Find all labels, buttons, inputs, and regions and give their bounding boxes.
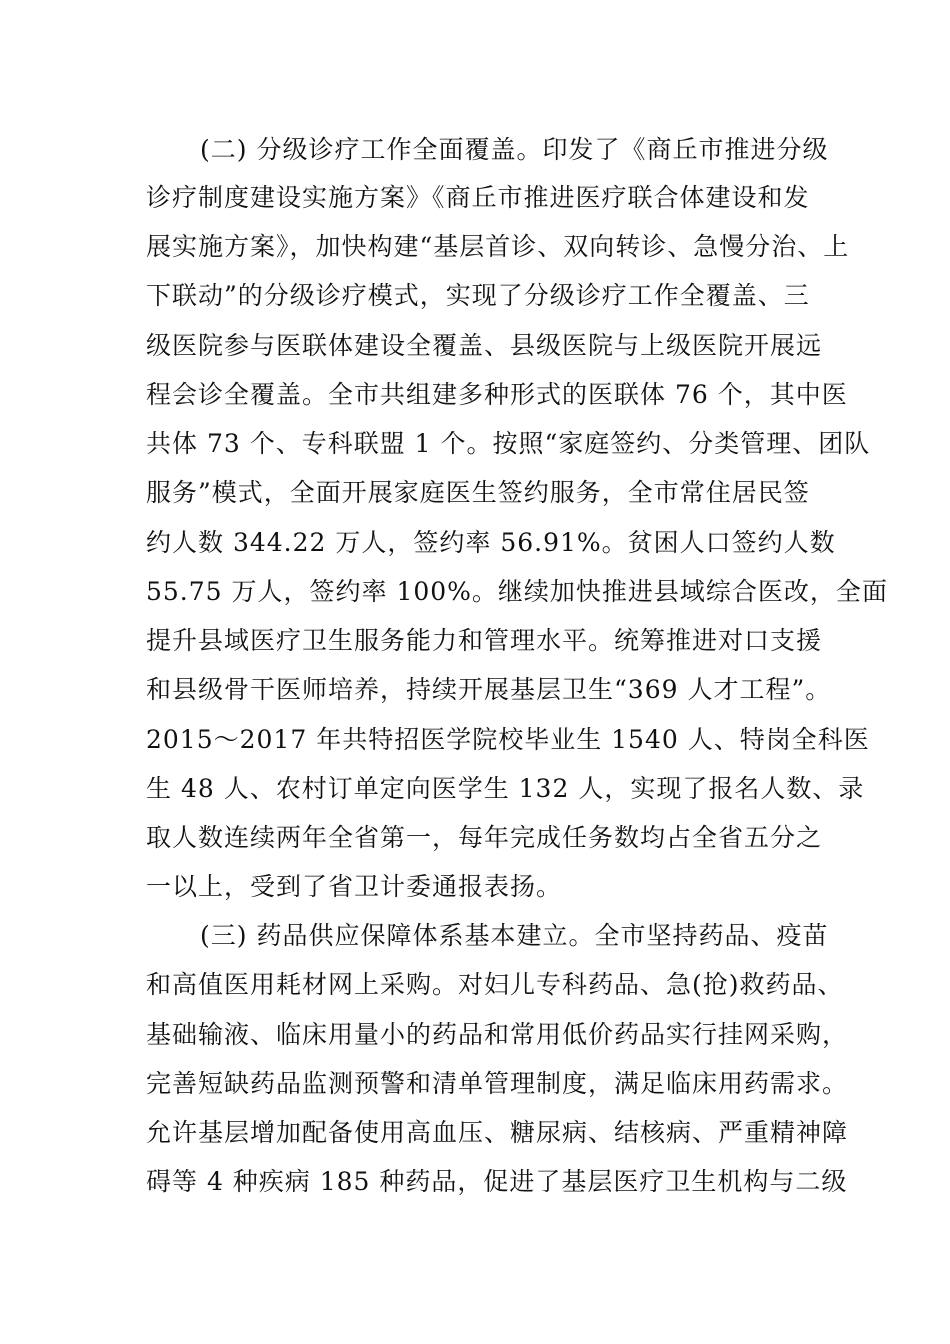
paragraph-2-line-6: 碍等 4 种疾病 185 种药品，促进了基层医疗卫生机构与二级 (146, 1167, 848, 1196)
paragraph-1-line-15: 取人数连续两年全省第一，每年完成任务数均占全省五分之 (146, 823, 823, 852)
paragraph-1-line-1: (二) 分级诊疗工作全面覆盖。印发了《商丘市推进分级 (200, 135, 829, 164)
paragraph-1-line-11: 提升县域医疗卫生服务能力和管理水平。统筹推进对口支援 (146, 626, 823, 655)
paragraph-1-line-14: 生 48 人、农村订单定向医学生 132 人，实现了报名人数、录 (146, 774, 865, 803)
paragraph-2-line-1: (三) 药品供应保障体系基本建立。全市坚持药品、疫苗 (200, 921, 829, 950)
paragraph-2-line-5: 允许基层增加配备使用高血压、糖尿病、结核病、严重精神障 (146, 1118, 849, 1147)
paragraph-2-line-4: 完善短缺药品监测预警和清单管理制度，满足临床用药需求。 (146, 1069, 849, 1098)
paragraph-1-line-16: 一以上，受到了省卫计委通报表扬。 (146, 872, 563, 901)
paragraph-2-line-3: 基础输液、临床用量小的药品和常用低价药品实行挂网采购， (146, 1020, 849, 1049)
paragraph-1-line-2: 诊疗制度建设实施方案》《商丘市推进医疗联合体建设和发 (146, 183, 810, 212)
paragraph-1-line-7: 共体 73 个、专科联盟 1 个。按照“家庭签约、分类管理、团队 (146, 429, 871, 458)
paragraph-2-line-2: 和高值医用耗材网上采购。对妇儿专科药品、急(抢)救药品、 (146, 970, 844, 999)
paragraph-1-line-3: 展实施方案》，加快构建“基层首诊、双向转诊、急慢分治、上 (146, 232, 850, 261)
paragraph-1-line-6: 程会诊全覆盖。全市共组建多种形式的医联体 76 个，其中医 (146, 380, 848, 409)
paragraph-1-line-13: 2015～2017 年共特招医学院校毕业生 1540 人、特岗全科医 (146, 725, 870, 754)
paragraph-1-line-4: 下联动”的分级诊疗模式，实现了分级诊疗工作全覆盖、三 (146, 281, 810, 310)
paragraph-1-line-5: 级医院参与医联体建设全覆盖、县级医院与上级医院开展远 (146, 331, 823, 360)
paragraph-1-line-10: 55.75 万人，签约率 100%。继续加快推进县域综合医改，全面 (146, 577, 888, 606)
paragraph-1-line-12: 和县级骨干医师培养，持续开展基层卫生“369 人才工程”。 (146, 675, 832, 704)
paragraph-1-line-8: 服务”模式，全面开展家庭医生签约服务，全市常住居民签 (146, 478, 810, 507)
paragraph-1-line-9: 约人数 344.22 万人，签约率 56.91%。贫困人口签约人数 (146, 528, 836, 557)
